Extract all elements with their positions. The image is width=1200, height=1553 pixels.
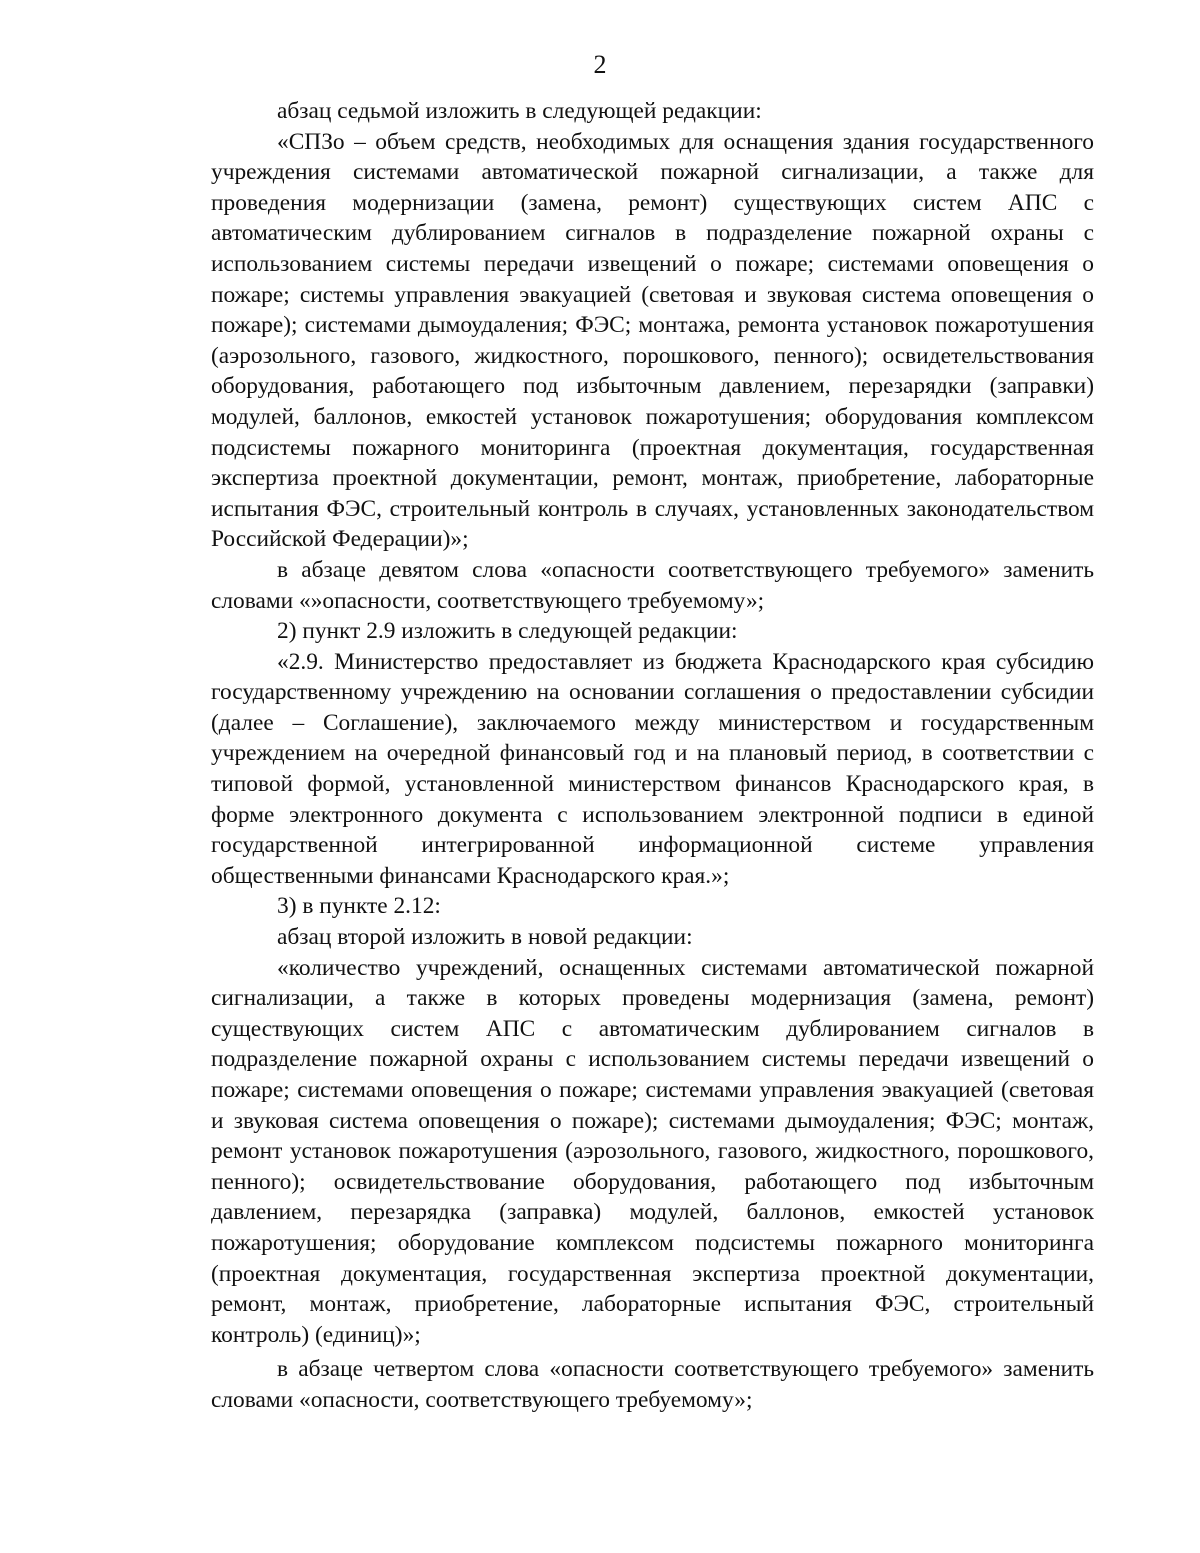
- paragraph-ninth-replacement: в абзаце девятом слова «опасности соответствующего требуемого» заменить словами «»опасности, соответствующего требуемому»;: [211, 556, 1094, 614]
- paragraph-item-2-9-heading: 2) пункт 2.9 изложить в следующей редакции:: [277, 618, 738, 645]
- paragraph-institutions-count: «количество учреждений, оснащенных системами автоматической пожарной сигнализации, а также в которых проведены модернизация (замена, ремонт) существующих систем АПС с автоматическим дублированием сигналов в подразделение пожарной охраны с использованием системы передачи извещений о пожаре; системами оповещения о пожаре; системами управления эвакуацией (световая и звуковая система оповещения о пожаре); системами дымоудаления; ФЭС; монтаж, ремонт установок пожаротушения (аэрозольного, газового, жидкостного, порошкового, пенного); освидетельствование оборудования, работающего под избыточным давлением, перезарядка (заправка) модулей, баллонов, емкостей установок пожаротушения; оборудование комплексом подсистемы пожарного мониторинга (проектная документация, государственная экспертиза проектной документации, ремонт, монтаж, приобретение, лабораторные испытания ФЭС, строительный контроль) (единиц)»;: [211, 954, 1094, 1348]
- paragraph-fourth-replacement: в абзаце четвертом слова «опасности соответствующего требуемого» заменить словами «опасности, соответствующего требуемому»;: [211, 1356, 1094, 1413]
- paragraph-spzo-definition: «СПЗо – объем средств, необходимых для оснащения здания государственного учреждения системами автоматической пожарной сигнализации, а также для проведения модернизации (замена, ремонт) существующих систем АПС с автоматическим дублированием сигналов в подразделение пожарной охраны с использованием системы передачи извещений о пожаре; системами оповещения о пожаре; системы управления эвакуацией (световая и звуковая система оповещения о пожаре); системами дымоудаления; ФЭС; монтажа, ремонта установок пожаротушения (аэрозольного, газового, жидкостного, порошкового, пенного); освидетельствования оборудования, работающего под избыточным давлением, перезарядки (заправки) модулей, баллонов, емкостей установок пожаротушения; оборудования комплексом подсистемы пожарного мониторинга (проектная документация, государственная экспертиза проектной документации, ремонт, монтаж, приобретение, лабораторные испытания ФЭС, строительный контроль в случаях, установленных законодательством Российской Федерации)»;: [211, 128, 1094, 553]
- document-body: [211, 96, 1094, 1416]
- paragraph-item-2-9-text: «2.9. Министерство предоставляет из бюджета Краснодарского края субсидию государственному учреждению на основании соглашения о предоставлении субсидии (далее – Соглашение), заключаемого между министерством и государственным учреждением на очередной финансовый год и на плановый период, в соответствии с типовой формой, установленной министерством финансов Краснодарского края, в форме электронного документа с использованием электронной подписи в единой государственной интегрированной информационной системе управления общественными финансами Краснодарского края.»;: [211, 648, 1094, 889]
- paragraph-item-2-12-heading: 3) в пункте 2.12:: [277, 893, 441, 920]
- page-number: 2: [593, 50, 607, 79]
- paragraph-second-new-edition: абзац второй изложить в новой редакции:: [277, 924, 693, 951]
- paragraph-instruction-seventh: абзац седьмой изложить в следующей редакции:: [277, 98, 762, 124]
